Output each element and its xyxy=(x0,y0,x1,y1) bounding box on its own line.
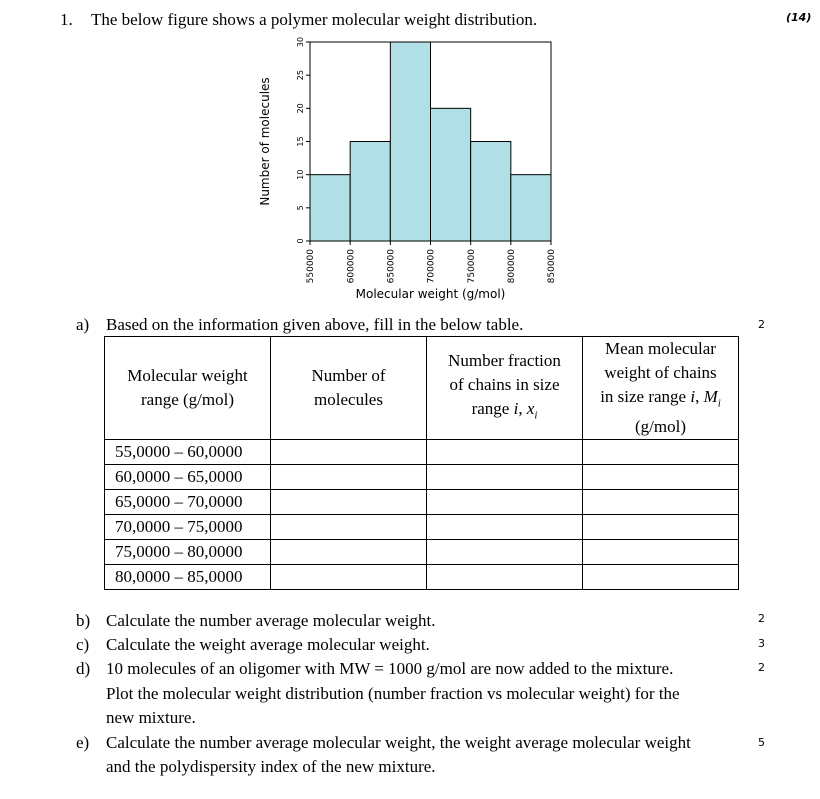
fraction-mid: , xyxy=(518,399,527,418)
range-cell: 60,0000 – 65,0000 xyxy=(105,465,271,490)
y-tick-label: 15 xyxy=(295,136,305,147)
y-tick-label: 0 xyxy=(295,238,305,244)
histogram-bar-4 xyxy=(471,142,511,242)
table-row xyxy=(105,490,739,515)
mean-sub: i xyxy=(717,397,721,410)
histogram-bar-3 xyxy=(431,108,471,241)
mean-input-cell[interactable] xyxy=(583,490,739,515)
header-range xyxy=(105,337,271,440)
fraction-sub: i xyxy=(534,409,538,422)
table-row xyxy=(105,465,739,490)
range-cell: 80,0000 – 85,0000 xyxy=(105,565,271,590)
part-c-label: c) xyxy=(76,635,90,654)
part-b-marks: 2 xyxy=(758,612,765,625)
x-tick-label: 850000 xyxy=(547,249,558,284)
x-tick-label: 600000 xyxy=(346,249,357,284)
range-cell: 70,0000 – 75,0000 xyxy=(105,515,271,540)
header-mean-line3 xyxy=(583,385,738,415)
part-a-text: Based on the information given above, fill in the below table. xyxy=(106,315,524,334)
fraction-input-cell[interactable] xyxy=(427,515,583,540)
header-number xyxy=(271,337,427,440)
question-number: 1. xyxy=(60,10,73,29)
part-d-line2: Plot the molecular weight distribution (number fraction vs molecular weight) for the xyxy=(106,684,680,703)
fraction-input-cell[interactable] xyxy=(427,490,583,515)
mean-input-cell[interactable] xyxy=(583,540,739,565)
part-c-text: Calculate the weight average molecular weight. xyxy=(106,635,430,654)
part-a-marks: 2 xyxy=(758,318,765,331)
header-number-line2: molecules xyxy=(314,390,383,410)
number-input-cell[interactable] xyxy=(271,540,427,565)
fraction-input-cell[interactable] xyxy=(427,440,583,465)
header-number-line1: Number of xyxy=(311,366,386,386)
x-tick-label: 700000 xyxy=(426,249,437,284)
mean-input-cell[interactable] xyxy=(583,465,739,490)
x-tick-label: 550000 xyxy=(306,249,317,284)
data-table xyxy=(104,336,739,590)
part-e-line1: Calculate the number average molecular weight, the weight average molecular weight xyxy=(106,733,691,752)
range-cell: 75,0000 – 80,0000 xyxy=(105,540,271,565)
fraction-prefix: range xyxy=(471,399,514,418)
mean-mid: , xyxy=(695,387,704,406)
header-mean xyxy=(583,337,739,440)
table-row xyxy=(105,440,739,465)
table-header-row xyxy=(105,337,739,440)
mean-input-cell[interactable] xyxy=(583,565,739,590)
mean-input-cell[interactable] xyxy=(583,440,739,465)
mean-M: M xyxy=(703,387,718,406)
table-row xyxy=(105,565,739,590)
histogram-bar-0 xyxy=(310,175,350,241)
fraction-input-cell[interactable] xyxy=(427,540,583,565)
x-tick-label: 800000 xyxy=(506,248,517,284)
number-input-cell[interactable] xyxy=(271,515,427,540)
header-range-line1: Molecular weight xyxy=(127,366,248,386)
part-e-line2: and the polydispersity index of the new mixture. xyxy=(106,757,436,776)
x-axis-label: Molecular weight (g/mol) xyxy=(355,287,506,301)
part-c-marks: 3 xyxy=(758,637,765,650)
header-fraction-line3 xyxy=(427,397,582,427)
x-tick-label: 750000 xyxy=(466,249,477,284)
y-tick-label: 25 xyxy=(295,70,305,81)
header-mean-line1: Mean molecular xyxy=(605,339,716,358)
y-tick-label: 5 xyxy=(295,205,305,211)
header-fraction-line1: Number fraction xyxy=(448,351,561,370)
y-tick-label: 10 xyxy=(295,169,305,180)
question-text: The below figure shows a polymer molecular weight distribution. xyxy=(91,10,538,29)
part-a-label: a) xyxy=(76,315,90,334)
y-tick-label: 30 xyxy=(295,36,305,48)
fraction-input-cell[interactable] xyxy=(427,465,583,490)
number-input-cell[interactable] xyxy=(271,565,427,590)
header-mean-line4: (g/mol) xyxy=(635,417,686,437)
fraction-input-cell[interactable] xyxy=(427,565,583,590)
part-d-marks: 2 xyxy=(758,661,765,674)
histogram-bar-5 xyxy=(511,175,551,241)
histogram-chart xyxy=(255,36,558,306)
fraction-i: i xyxy=(513,399,519,418)
range-cell: 65,0000 – 70,0000 xyxy=(105,490,271,515)
header-mean-line2: weight of chains xyxy=(604,363,717,382)
header-fraction xyxy=(427,337,583,440)
part-d-line1: 10 molecules of an oligomer with MW = 1000 g/mol are now added to the mixture. xyxy=(106,659,674,678)
mean-input-cell[interactable] xyxy=(583,515,739,540)
part-d-label: d) xyxy=(76,659,91,678)
number-input-cell[interactable] xyxy=(271,465,427,490)
part-b-text: Calculate the number average molecular weight. xyxy=(106,611,436,630)
fraction-x: x xyxy=(526,399,535,418)
histogram-bar-2 xyxy=(390,42,430,241)
part-d-line3: new mixture. xyxy=(106,708,196,727)
number-input-cell[interactable] xyxy=(271,440,427,465)
range-cell: 55,0000 – 60,0000 xyxy=(105,440,271,465)
part-b-label: b) xyxy=(76,611,91,630)
y-tick-label: 20 xyxy=(295,103,305,114)
y-axis-label: Number of molecules xyxy=(258,77,272,206)
part-e-marks: 5 xyxy=(758,736,765,749)
header-range-line2: range (g/mol) xyxy=(141,390,234,410)
table-row xyxy=(105,540,739,565)
part-e-label: e) xyxy=(76,733,90,752)
mean-i: i xyxy=(690,387,696,406)
table-row xyxy=(105,515,739,540)
total-marks: (14) xyxy=(786,11,812,24)
histogram-bar-1 xyxy=(350,142,390,242)
mean-prefix: in size range xyxy=(600,387,691,406)
x-tick-label: 650000 xyxy=(386,249,397,284)
header-fraction-line2: of chains in size xyxy=(449,375,560,394)
number-input-cell[interactable] xyxy=(271,490,427,515)
